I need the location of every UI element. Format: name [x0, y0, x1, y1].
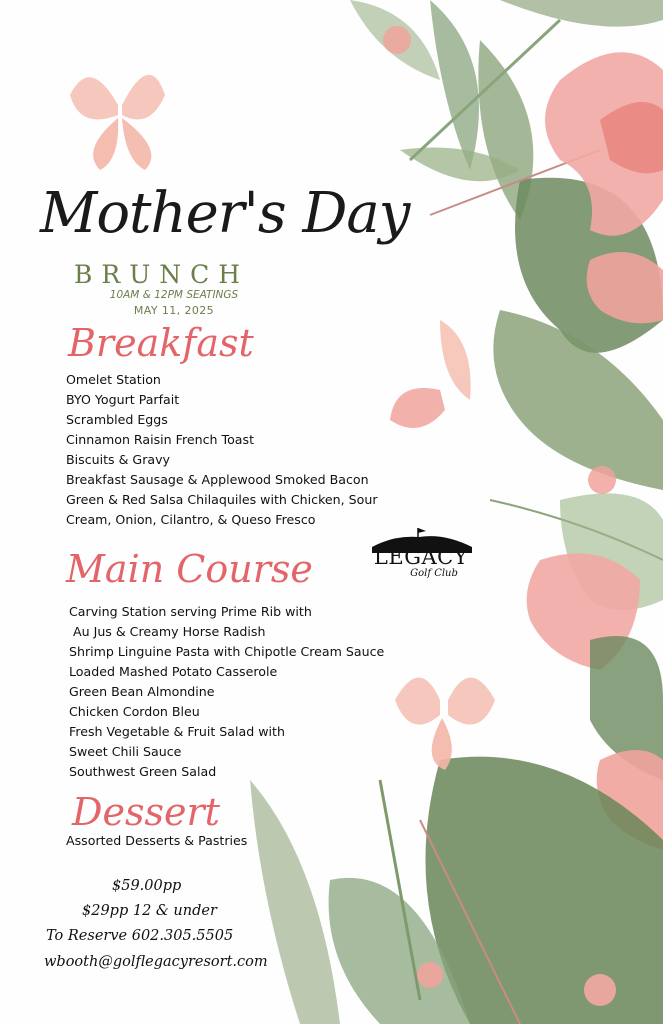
breakfast-menu-list	[66, 370, 378, 530]
menu-item: Au Jus & Creamy Horse Radish	[69, 624, 266, 639]
dessert-heading: Dessert	[72, 790, 220, 834]
menu-item: Cinnamon Raisin French Toast	[66, 432, 255, 447]
menu-item: Omelet Station	[66, 372, 161, 387]
menu-item: Breakfast Sausage & Applewood Smoked Bacon	[66, 472, 369, 487]
main-course-menu-list	[69, 602, 384, 782]
menu-item: Carving Station serving Prime Rib with	[69, 604, 312, 619]
menu-item: BYO Yogurt Parfait	[66, 392, 180, 407]
menu-item: Biscuits & Gravy	[66, 452, 170, 467]
menu-item: Sweet Chili Sauce	[69, 744, 182, 759]
menu-item: Green & Red Salsa Chilaquiles with Chicken, Sour	[66, 492, 378, 507]
menu-item: Cream, Onion, Cilantro, & Queso Fresco	[66, 512, 316, 527]
menu-item: Assorted Desserts & Pastries	[66, 833, 248, 848]
logo-name: LEGACY	[373, 545, 469, 569]
menu-item: Shrimp Linguine Pasta with Chipotle Cream Sauce	[69, 644, 385, 659]
menu-item: Loaded Mashed Potato Casserole	[69, 664, 278, 679]
dessert-menu-list	[66, 831, 247, 851]
menu-item: Green Bean Almondine	[69, 684, 215, 699]
child-price: $29pp 12 & under	[82, 903, 217, 919]
event-title: Mother's Day	[40, 181, 410, 246]
adult-price: $59.00pp	[112, 878, 182, 894]
legacy-golf-club-logo	[364, 525, 476, 583]
menu-item: Fresh Vegetable & Fruit Salad with	[69, 724, 285, 739]
event-date: MAY 11, 2025	[133, 304, 215, 317]
logo-the-label: THE	[370, 537, 380, 543]
reservation-email: wbooth@golflegacyresort.com	[44, 954, 268, 970]
event-subtitle: BRUNCH	[74, 260, 250, 289]
menu-item: Southwest Green Salad	[69, 764, 217, 779]
reservation-phone: To Reserve 602.305.5505	[46, 928, 234, 944]
main-course-heading: Main Course	[66, 547, 313, 591]
seating-times: 10AM & 12PM SEATINGS	[109, 289, 239, 301]
menu-item: Chicken Cordon Bleu	[69, 704, 200, 719]
breakfast-heading: Breakfast	[68, 321, 254, 365]
logo-tagline: Golf Club	[410, 568, 458, 579]
menu-item: Scrambled Eggs	[66, 412, 168, 427]
